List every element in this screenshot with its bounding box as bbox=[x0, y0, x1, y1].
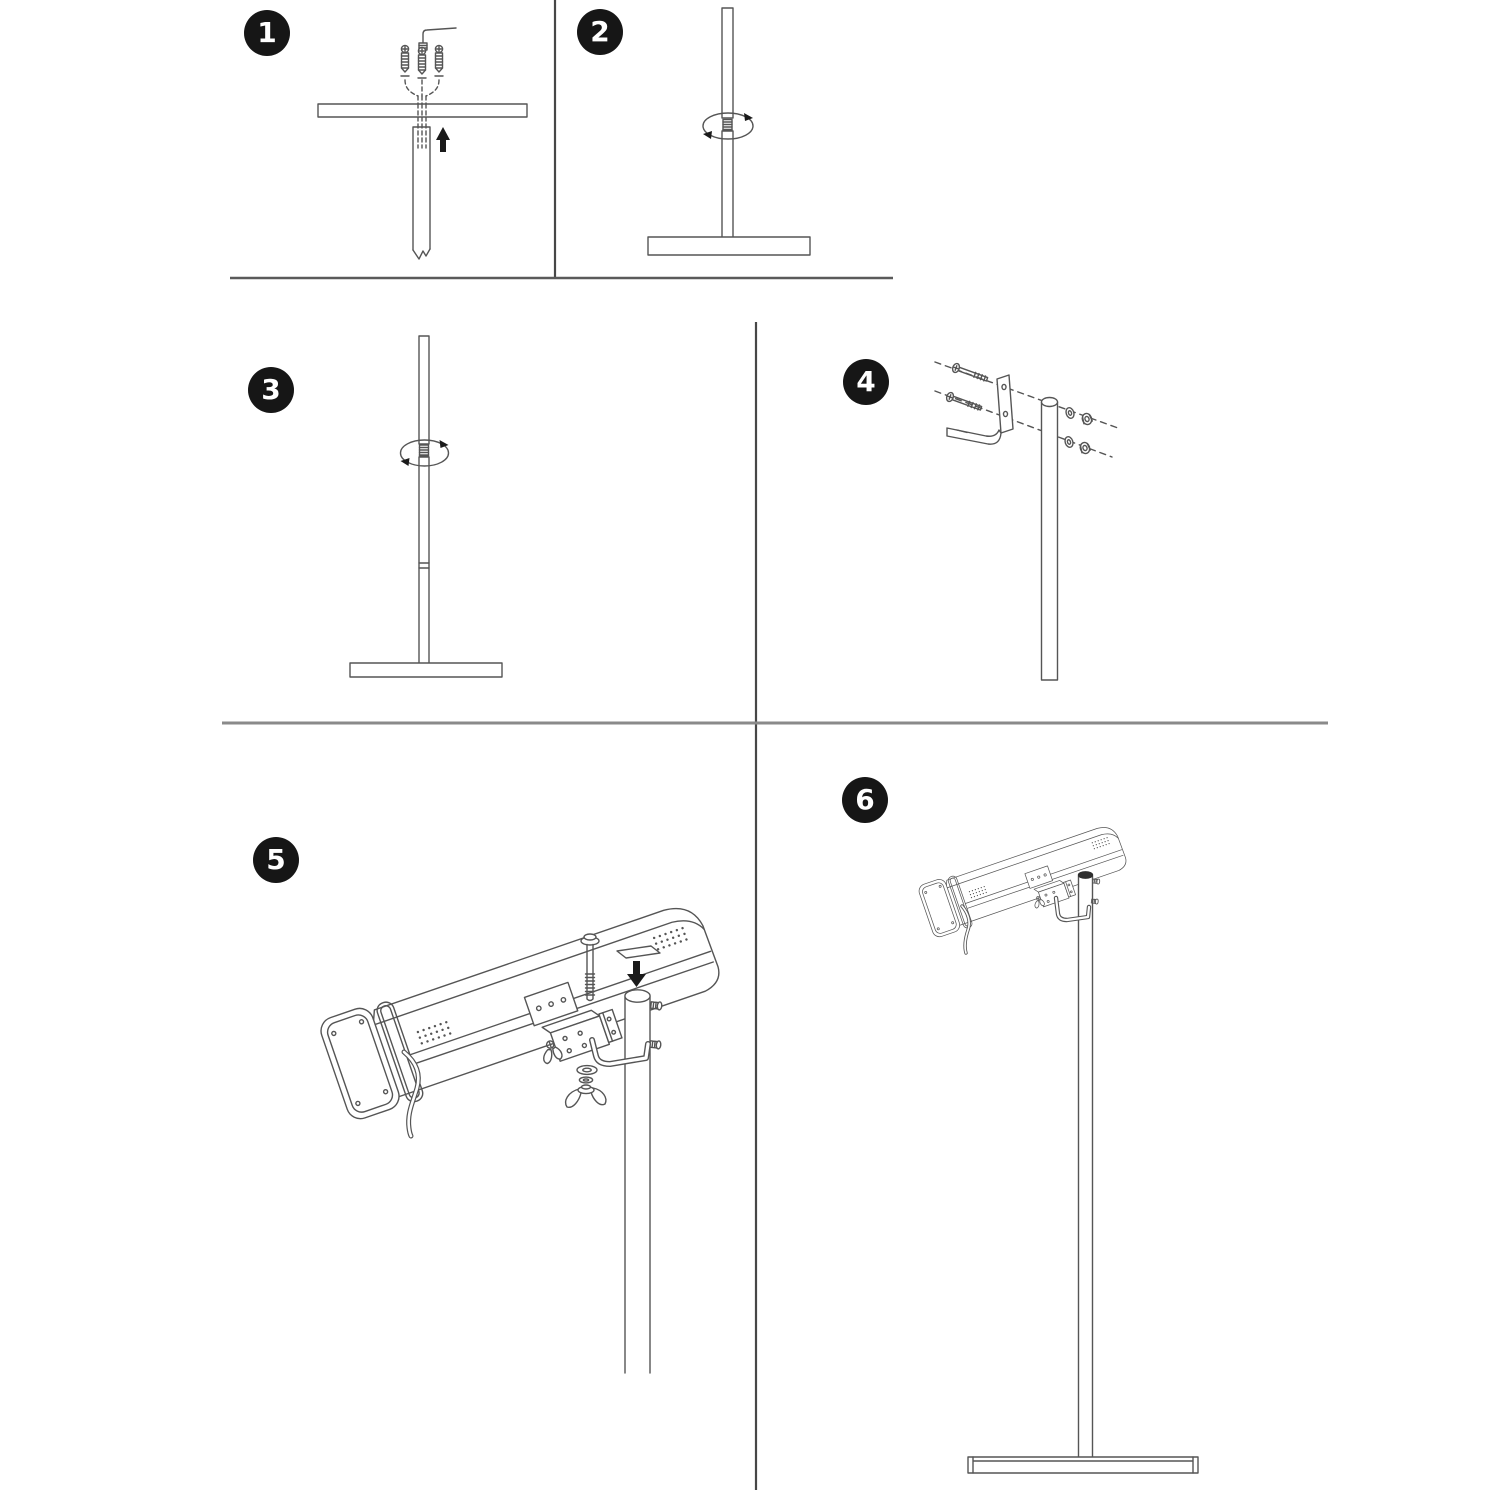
screw-icon bbox=[401, 45, 409, 76]
lock-nut-icon bbox=[1079, 441, 1091, 454]
step-6-badge: 6 bbox=[842, 777, 888, 823]
pole-bolt-icon bbox=[1093, 879, 1100, 885]
step-3-illustration bbox=[350, 336, 502, 677]
heater-assembly bbox=[317, 893, 730, 1132]
threaded-coupler bbox=[420, 445, 429, 456]
step-1-badge: 1 bbox=[244, 10, 290, 56]
bolt-icon bbox=[945, 392, 982, 413]
step-3-badge: 3 bbox=[248, 367, 294, 413]
screw-icon bbox=[418, 47, 426, 78]
step-1-illustration bbox=[318, 28, 527, 259]
base-plate bbox=[350, 663, 502, 677]
dashed-guides bbox=[935, 362, 1118, 457]
step-4-badge: 4 bbox=[843, 359, 889, 405]
panel-dividers bbox=[222, 0, 1328, 1490]
step-4-illustration bbox=[935, 362, 1118, 680]
pole bbox=[1078, 872, 1092, 1457]
spring-washer-icon bbox=[579, 1077, 592, 1083]
flat-washer-icon bbox=[577, 1066, 597, 1075]
base-plate bbox=[968, 1457, 1198, 1473]
step-2-badge: 2 bbox=[577, 9, 623, 55]
screw-icon bbox=[435, 45, 443, 76]
bolt-icon bbox=[951, 363, 988, 384]
lock-nut-icon bbox=[1081, 412, 1093, 425]
washer-icon bbox=[1065, 407, 1076, 420]
pole bbox=[1042, 398, 1058, 681]
step-6-illustration bbox=[917, 819, 1198, 1473]
step-5-illustration bbox=[317, 893, 730, 1373]
base-plate bbox=[648, 237, 810, 255]
step-5-badge: 5 bbox=[253, 837, 299, 883]
step-2-illustration bbox=[648, 8, 810, 255]
pole bbox=[419, 336, 429, 663]
pole-bolt-icon bbox=[650, 1040, 662, 1049]
up-arrow-icon bbox=[436, 127, 450, 152]
threaded-coupler bbox=[723, 120, 732, 131]
washer-icon bbox=[1064, 436, 1075, 449]
wing-nut-icon bbox=[566, 1085, 606, 1107]
